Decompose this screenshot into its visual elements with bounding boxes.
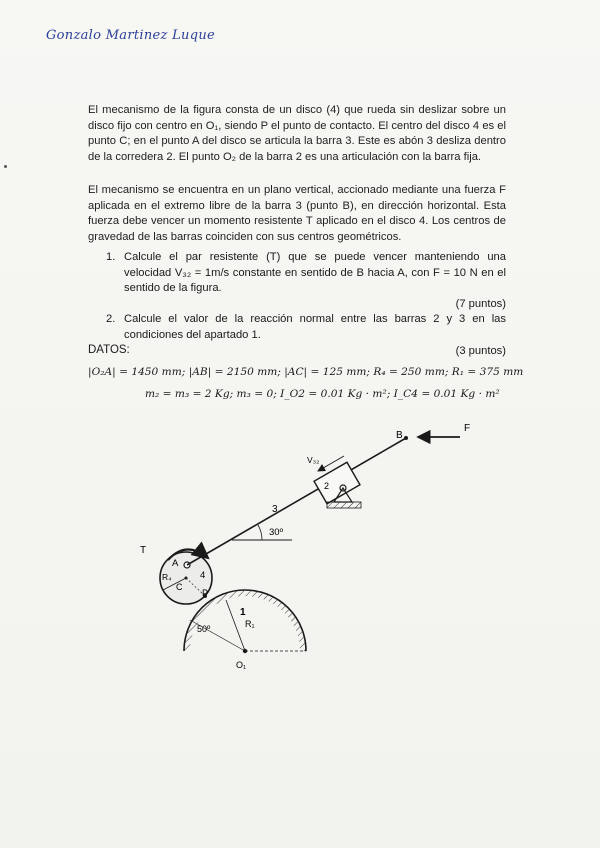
question-2-points: (3 puntos) xyxy=(455,344,506,357)
question-2-number: 2. xyxy=(106,313,116,326)
label-1: 1 xyxy=(240,607,246,618)
label-R4: R₄ xyxy=(162,572,172,582)
label-50: 50º xyxy=(197,624,211,634)
datos-equation-2: m₂ = m₃ = 2 Kg; m₃ = 0; I_O2 = 0.01 Kg · m²; I_C4 = 0.01 Kg · m² xyxy=(145,388,500,400)
question-2-text: Calcule el valor de la reacción normal entre las barras 2 y 3 en las condiciones del apartado 1. xyxy=(124,313,506,341)
label-2: 2 xyxy=(324,481,330,491)
problem-paragraph-1: El mecanismo de la figura consta de un disco (4) que rueda sin deslizar sobre un disco fijo con centro en O₁, siendo P el punto de contacto. El centro del disco 4 es el punto C; en el punto A del disco se articula la barra 3. Este es abón 3 desliza dentro de la corredera 2. El punto O₂ de la barra 2 es una articulación con la barra fija. xyxy=(88,104,506,163)
label-A: A xyxy=(172,558,179,569)
label-30: 30º xyxy=(269,527,284,538)
problem-paragraph-2: El mecanismo se encuentra en un plano vertical, accionado mediante una fuerza F aplicada en el extremo libre de la barra 3 (punto B), en dirección horizontal. Esta fuerza debe vencer un momento resistente T aplicado en el disco 4. Los centros de gravedad de las barras coinciden con sus centros geométricos. xyxy=(88,184,506,243)
datos-heading: DATOS: xyxy=(88,344,130,356)
label-V32: V₃₂ xyxy=(307,455,320,465)
datos-equation-1: |O₂A| = 1450 mm; |AB| = 2150 mm; |AC| = 125 mm; R₄ = 250 mm; R₁ = 375 mm xyxy=(88,366,524,378)
label-R1: R₁ xyxy=(245,619,255,629)
question-1-text: Calcule el par resistente (T) que se puede vencer manteniendo una velocidad V₃₂ = 1m/s constante en sentido de B hacia A, con F = 10 N en el sentido de la figura. xyxy=(124,251,506,295)
label-F: F xyxy=(464,423,471,434)
label-T: T xyxy=(140,545,147,556)
label-B: B xyxy=(396,430,403,441)
author-signature: Gonzalo Martinez Luque xyxy=(46,28,215,43)
label-C: C xyxy=(176,582,183,592)
label-O1: O₁ xyxy=(236,660,247,670)
label-4: 4 xyxy=(200,570,206,581)
label-3: 3 xyxy=(272,504,278,515)
question-1-points: (7 puntos) xyxy=(455,297,506,310)
label-P: P xyxy=(202,588,209,598)
question-1-number: 1. xyxy=(106,251,116,263)
bar-3 xyxy=(187,438,406,565)
